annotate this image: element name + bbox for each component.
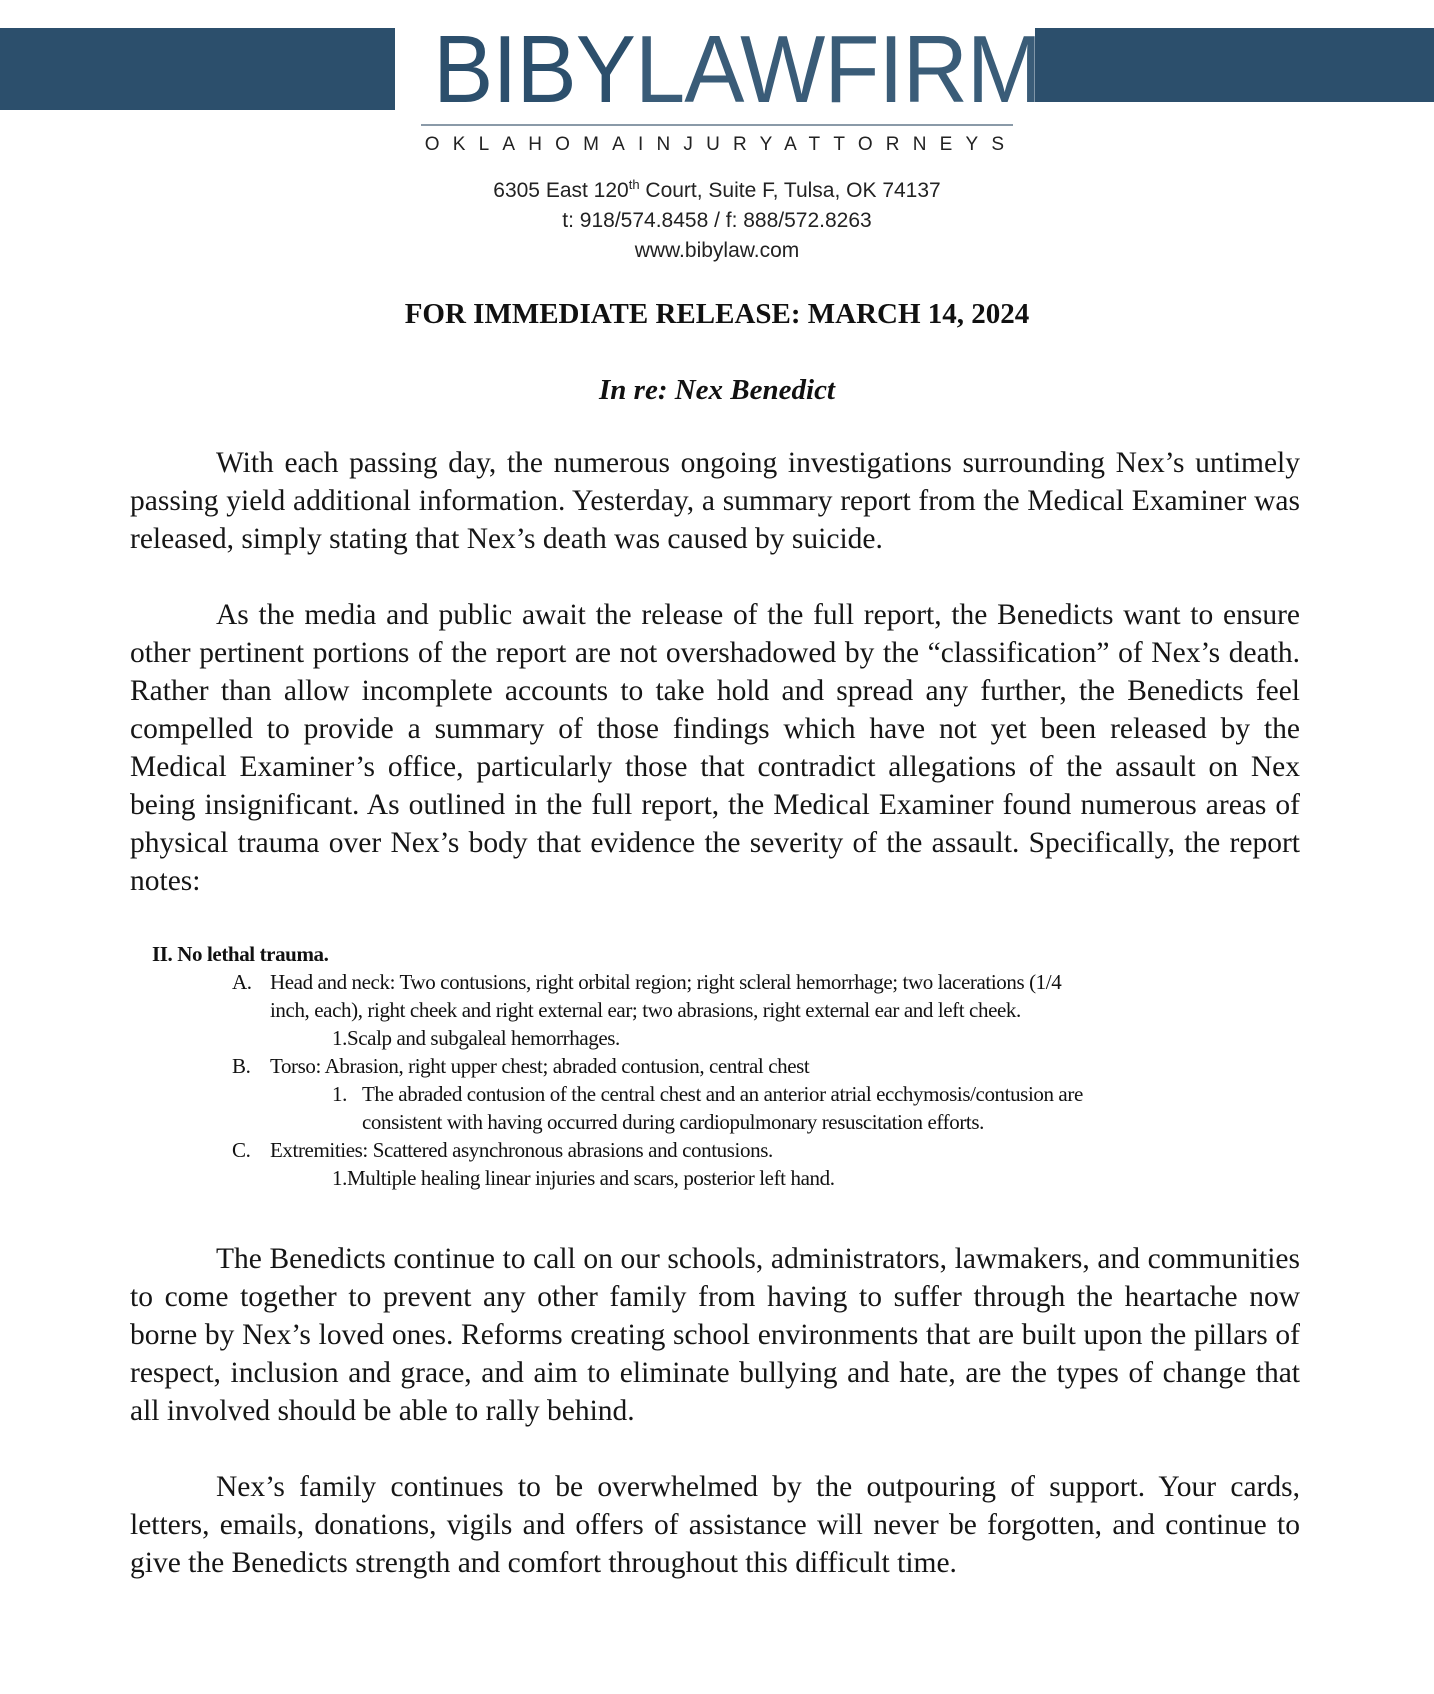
report-item-a-text: Head and neck: Two contusions, right orbital region; right scleral hemorrhage; two lacerations (1/4 xyxy=(270,970,1062,994)
report-item-a xyxy=(152,968,1252,996)
report-item-a-letter: A. xyxy=(232,970,252,994)
logo-wordmark xyxy=(433,16,1042,123)
firm-phone-fax: t: 918/574.8458 / f: 888/572.8263 xyxy=(562,209,872,232)
firm-website: www.bibylaw.com xyxy=(634,239,800,262)
header-bar-left xyxy=(0,28,395,110)
report-item-a-sub-1: 1.Scalp and subgaleal hemorrhages. xyxy=(332,1026,620,1050)
firm-logo xyxy=(415,16,1042,156)
logo-tagline: OKLAHOMAINJURYATTORNEYS xyxy=(424,134,1018,155)
report-item-b xyxy=(152,1052,1252,1080)
body-paragraph-3: The Benedicts continue to call on our schools, administrators, lawmakers, and communities to come together to prevent any other family from having to suffer through the heartache now borne by Nex’s loved ones. Reforms creating school environments that are built upon the pillars of respect, inclusion and grace, and aim to eliminate bullying and hate, are the types of change that all involved should be able to rally behind. xyxy=(130,1243,1300,1427)
body-paragraph-2: As the media and public await the release of the full report, the Benedicts want to ensure other pertinent portions of the report are not overshadowed by the “classification” of Nex’s death. Rather than allow incomplete accounts to take hold and spread any further, the Benedicts feel compelled to provide a summary of those findings which have not yet been released by the Medical Examiner’s office, particularly those that contradict allegations of the assault on Nex being insignificant. As outlined in the full report, the Medical Examiner found numerous areas of physical trauma over Nex’s body that evidence the severity of the assault. Specifically, the report notes: xyxy=(130,599,1300,897)
body-paragraph-1: With each passing day, the numerous ongoing investigations surrounding Nex’s untimely passing yield additional information. Yesterday, a summary report from the Medical Examiner was released, simply stating that Nex’s death was caused by suicide. xyxy=(130,447,1300,555)
logo-wordmark-light: LAWFIRM xyxy=(634,16,1042,123)
release-date-heading: FOR IMMEDIATE RELEASE: MARCH 14, 2024 xyxy=(404,298,1030,330)
report-item-c xyxy=(152,1136,1252,1164)
report-item-b-sub-1 xyxy=(152,1080,1252,1108)
report-item-c-sub-1: 1.Multiple healing linear injuries and scars, posterior left hand. xyxy=(332,1166,835,1190)
body-paragraph-4: Nex’s family continues to be overwhelmed by the outpouring of support. Your cards, letters, emails, donations, vigils and offers of assistance will never be forgotten, and continue to give the Benedicts strength and comfort throughout this difficult time. xyxy=(130,1471,1300,1579)
in-re-heading: In re: Nex Benedict xyxy=(599,374,835,406)
logo-divider xyxy=(421,124,1013,126)
report-item-c-text: Extremities: Scattered asynchronous abrasions and contusions. xyxy=(270,1138,773,1162)
header-bar-right xyxy=(1035,28,1434,102)
report-item-b-text: Torso: Abrasion, right upper chest; abraded contusion, central chest xyxy=(270,1054,810,1078)
address-rest: Court, Suite F, Tulsa, OK 74137 xyxy=(639,179,941,202)
address-ordinal: th xyxy=(628,177,640,192)
report-item-c-letter: C. xyxy=(232,1138,251,1162)
report-item-a-cont: inch, each), right cheek and right external ear; two abrasions, right external ear and left cheek. xyxy=(270,998,1021,1022)
logo-wordmark-bold: BIBY xyxy=(433,16,635,123)
firm-address xyxy=(0,176,1434,206)
report-heading: II. No lethal trauma. xyxy=(152,942,329,966)
report-item-b-sub-1-num: 1. xyxy=(332,1082,347,1106)
report-item-b-letter: B. xyxy=(232,1054,251,1078)
address-street: 6305 East 120 xyxy=(493,179,629,202)
firm-contact-block xyxy=(0,176,1434,266)
report-excerpt xyxy=(152,940,1252,1192)
report-item-b-sub-1-text: The abraded contusion of the central chest and an anterior atrial ecchymosis/contusion are xyxy=(362,1082,1083,1106)
report-item-b-sub-1-cont: consistent with having occurred during cardiopulmonary resuscitation efforts. xyxy=(362,1110,984,1134)
